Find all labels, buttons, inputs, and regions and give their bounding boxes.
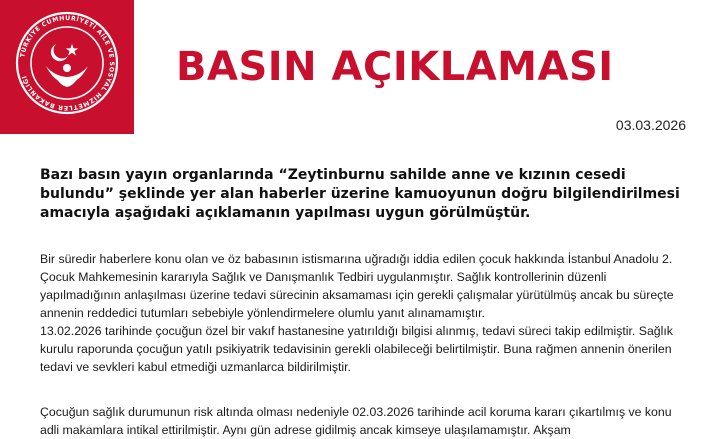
svg-text:TÜRKİYE CUMHURİYETİ AİLE VE SO <box>18 14 115 111</box>
page-title: BASIN AÇIKLAMASI <box>176 44 614 90</box>
lead-paragraph: Bazı basın yayın organlarında “Zeytinburnu sahilde anne ve kızının cesedi bulundu” şeklinde yer alan haberler üzerine kamuoyunun doğru bilgilendirilmesi amacıyla aşağıdaki açıklamanın yapılması uygun görülmüştür. <box>40 167 680 221</box>
body-paragraph-3: Çocuğun sağlık durumunun risk altında olması nedeniyle 02.03.2026 tarihinde acil koruma kararı çıkartılmış ve konu adli makamlara intikal ettirilmiştir. Aynı gün adrese gidilmiş ancak kimseye ulaşılamamıştır. Akşam <box>40 405 672 437</box>
brand-red-band <box>0 0 134 134</box>
ministry-emblem-icon <box>14 10 120 116</box>
emblem-ring-text: TÜRKİYE CUMHURİYETİ AİLE VE SOSYAL HİZMETLER BAKANLIĞI <box>19 14 116 112</box>
body-paragraph-1: Bir süredir haberlere konu olan ve öz babasının istismarına uğradığı iddia edilen çocuk hakkında İstanbul Anadolu 2. Çocuk Mahkemesinin kararıyla Sağlık ve Danışmanlık Tedbiri uygulanmıştır. Sağlık kontrollerinin düzenli yapılmadığının anlaşılması üzerine tedavi sürecinin aksamaması için gerekli çalışmalar yürütülmüş ancak bu süreçte annenin reddedici tutumları sebebiyle yönlendirmelere olumlu yanıt alınamamıştır. <box>40 252 674 320</box>
body-paragraph-2: 13.02.2026 tarihinde çocuğun özel bir vakıf hastanesine yatırıldığı bilgisi alınmış, tedavi süreci takip edilmiştir. Sağlık kurulu raporunda çocuğun yatılı psikiyatrik tedavisinin gerekli olabileceği belirtilmiştir. Buna rağmen annenin önerilen tedavi ve sevkleri kabul etmediği uzmanlarca bildirilmiştir. <box>40 324 673 374</box>
release-date: 03.03.2026 <box>615 117 686 133</box>
